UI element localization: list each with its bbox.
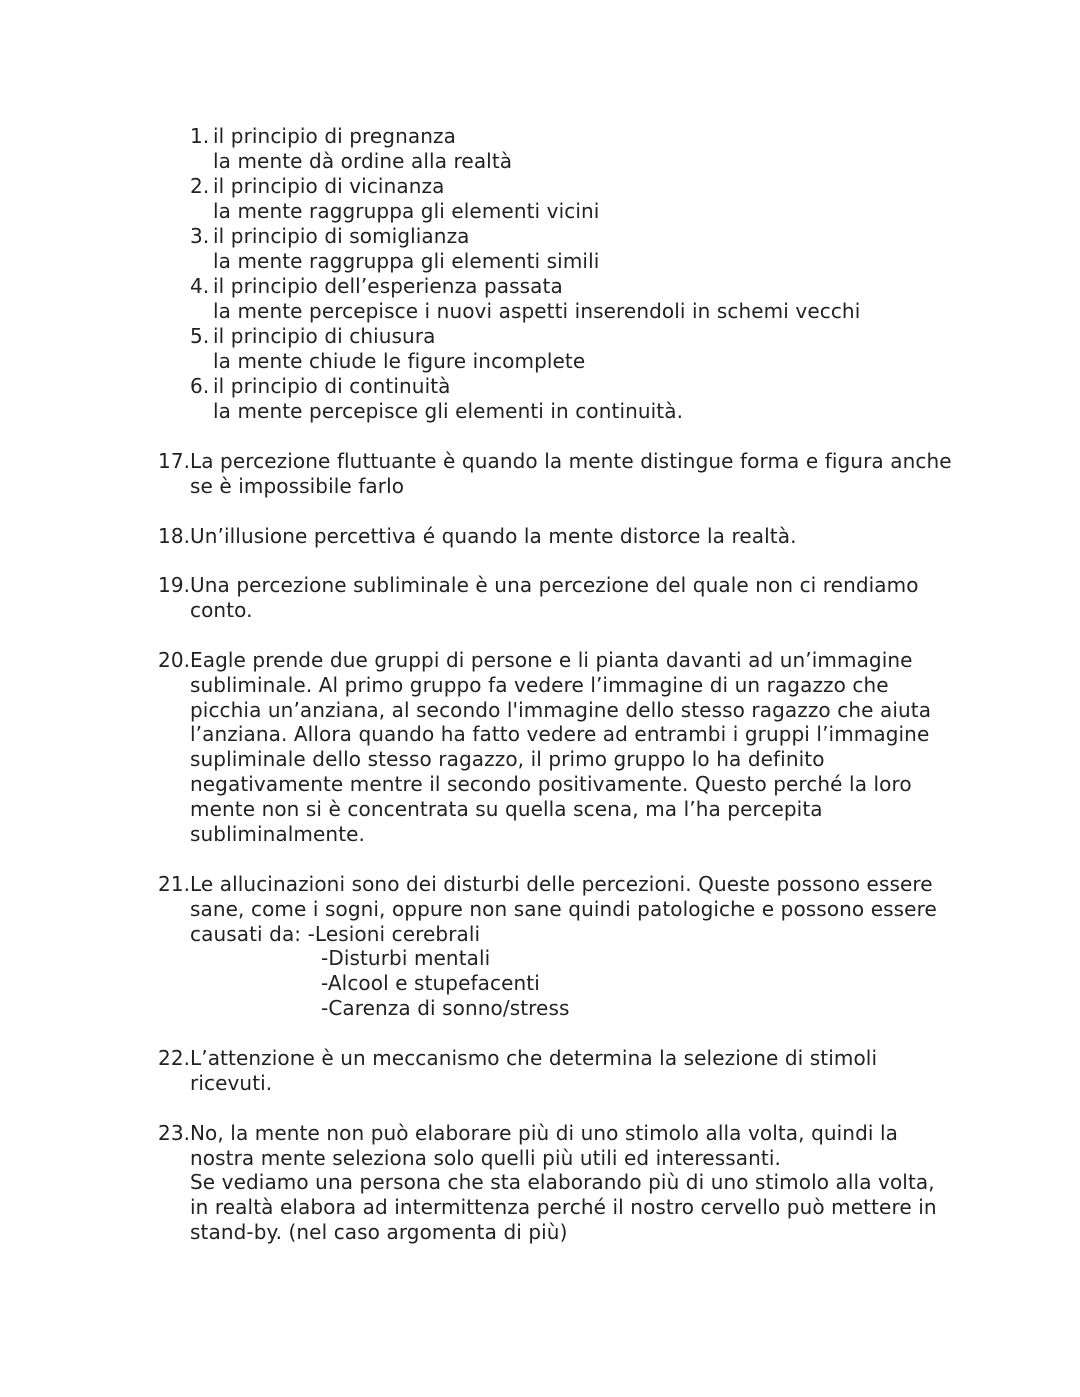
answer-21-number: 21. — [158, 872, 191, 896]
principle-4-title: il principio dell’esperienza passata — [213, 274, 563, 298]
answer-23-line-1: No, la mente non può elaborare più di uno stimolo alla volta, quindi la — [190, 1121, 899, 1145]
principle-5-desc: la mente chiude le figure incomplete — [213, 349, 586, 373]
answer-23-number: 23. — [158, 1121, 191, 1145]
principle-1-title: il principio di pregnanza — [213, 124, 456, 148]
answer-23-line-3: Se vediamo una persona che sta elaborando più di uno stimolo alla volta, — [190, 1170, 935, 1194]
principle-2-title: il principio di vicinanza — [213, 174, 445, 198]
answer-22-line-2: ricevuti. — [190, 1071, 273, 1095]
answer-19-line-2: conto. — [190, 598, 253, 622]
answer-23-line-5: stand-by. (nel caso argomenta di più) — [190, 1220, 568, 1244]
principle-6-title: il principio di continuità — [213, 374, 451, 398]
principle-6-number: 6. — [190, 374, 210, 398]
answer-20-line-8: subliminalmente. — [190, 822, 365, 846]
answer-18-number: 18. — [158, 524, 191, 548]
principle-2-number: 2. — [190, 174, 210, 198]
answer-17-line-2: se è impossibile farlo — [190, 474, 405, 498]
answer-19-number: 19. — [158, 573, 191, 597]
principle-2-desc: la mente raggruppa gli elementi vicini — [213, 199, 600, 223]
answer-20-number: 20. — [158, 648, 191, 672]
answer-17-line-1: La percezione fluttuante è quando la mente distingue forma e figura anche — [190, 449, 952, 473]
principle-1-desc: la mente dà ordine alla realtà — [213, 149, 513, 173]
answer-23-line-2: nostra mente seleziona solo quelli più utili ed interessanti. — [190, 1146, 781, 1170]
cause-item-4: -Carenza di sonno/stress — [321, 996, 570, 1020]
answer-19-line-1: Una percezione subliminale è una percezione del quale non ci rendiamo — [190, 573, 919, 597]
principle-3-desc: la mente raggruppa gli elementi simili — [213, 249, 600, 273]
answer-17-number: 17. — [158, 449, 191, 473]
cause-item-3: -Alcool e stupefacenti — [321, 971, 540, 995]
principle-6-desc: la mente percepisce gli elementi in continuità. — [213, 399, 684, 423]
answer-20-line-7: mente non si è concentrata su quella scena, ma l’ha percepita — [190, 797, 823, 821]
principle-5-number: 5. — [190, 324, 210, 348]
principle-4-number: 4. — [190, 274, 210, 298]
answer-22-line-1: L’attenzione è un meccanismo che determina la selezione di stimoli — [190, 1046, 878, 1070]
answer-23-line-4: in realtà elabora ad intermittenza perché il nostro cervello può mettere in — [190, 1195, 937, 1219]
answer-22-number: 22. — [158, 1046, 191, 1070]
principle-5-title: il principio di chiusura — [213, 324, 436, 348]
answer-20-line-6: negativamente mentre il secondo positivamente. Questo perché la loro — [190, 772, 912, 796]
answer-20-line-1: Eagle prende due gruppi di persone e li pianta davanti ad un’immagine — [190, 648, 913, 672]
answer-20-line-3: picchia un’anziana, al secondo l'immagine dello stesso ragazzo che aiuta — [190, 698, 932, 722]
principle-1-number: 1. — [190, 124, 210, 148]
principle-3-number: 3. — [190, 224, 210, 248]
answer-18-line-1: Un’illusione percettiva é quando la mente distorce la realtà. — [190, 524, 797, 548]
principle-3-title: il principio di somiglianza — [213, 224, 470, 248]
answer-20-line-4: l’anziana. Allora quando ha fatto vedere ad entrambi i gruppi l’immagine — [190, 722, 930, 746]
answer-20-line-2: subliminale. Al primo gruppo fa vedere l’immagine di un ragazzo che — [190, 673, 889, 697]
answer-21-line-1: Le allucinazioni sono dei disturbi delle percezioni. Queste possono essere — [190, 872, 933, 896]
answer-20-line-5: supliminale dello stesso ragazzo, il primo gruppo lo ha definito — [190, 747, 825, 771]
answer-21-line-2: sane, come i sogni, oppure non sane quindi patologiche e possono essere — [190, 897, 937, 921]
answer-21-line-3: causati da: -Lesioni cerebrali — [190, 922, 481, 946]
cause-item-2: -Disturbi mentali — [321, 946, 491, 970]
principle-4-desc: la mente percepisce i nuovi aspetti inserendoli in schemi vecchi — [213, 299, 861, 323]
